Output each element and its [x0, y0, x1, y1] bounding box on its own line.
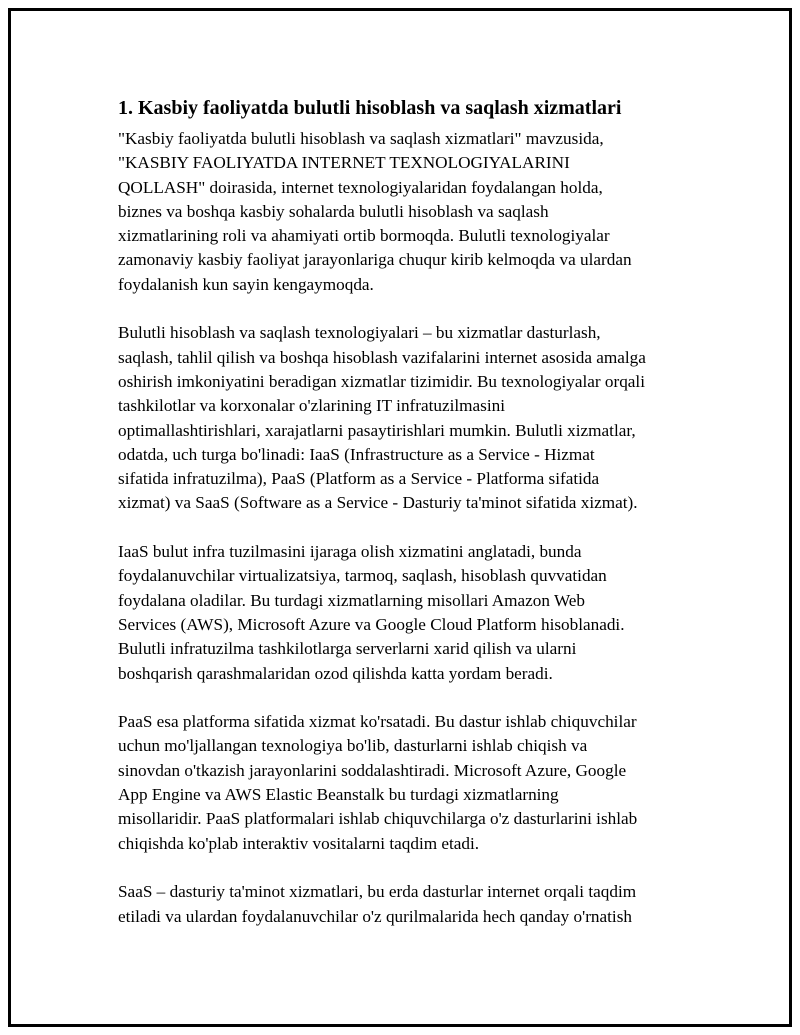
text-line: SaaS – dasturiy ta'minot xizmatlari, bu erda dasturlar internet orqali taqdim [118, 882, 637, 902]
text-line: uchun mo'ljallangan texnologiya bo'lib, dasturlarni ishlab chiqish va [118, 736, 588, 756]
text-line: foydalana oladilar. Bu turdagi xizmatlarning misollari Amazon Web [118, 590, 586, 610]
text-line: tashkilotlar va korxonalar o'zlarining IT infratuzilmasini [118, 396, 505, 416]
text-line: chiqishda ko'plab interaktiv vositalarni taqdim etadi. [118, 833, 480, 853]
text-line: App Engine va AWS Elastic Beanstalk bu turdagi xizmatlarning [118, 785, 559, 805]
text-line: Bulutli infratuzilma tashkilotlarga serverlarni xarid qilish va ularni [118, 639, 577, 659]
text-line: saqlash, tahlil qilish va boshqa hisoblash vazifalarini internet asosida amalga [118, 347, 646, 367]
text-line: oshirish imkoniyatini beradigan xizmatlar tizimidir. Bu texnologiyalar orqali [118, 371, 645, 391]
text-line: zamonaviy kasbiy faoliyat jarayonlariga chuqur kirib kelmoqda va ulardan [118, 250, 632, 270]
text-line: Bulutli hisoblash va saqlash texnologiyalari – bu xizmatlar dasturlash, [118, 323, 601, 343]
text-line: PaaS esa platforma sifatida xizmat ko'rsatadi. Bu dastur ishlab chiquvchilar [118, 712, 637, 732]
text-line: Services (AWS), Microsoft Azure va Google Cloud Platform hisoblanadi. [118, 614, 625, 634]
document-body [118, 95, 693, 953]
text-line: sinovdan o'tkazish jarayonlarini soddalashtiradi. Microsoft Azure, Google [118, 760, 627, 780]
text-line: foydalanuvchilar virtualizatsiya, tarmoq, saqlash, hisoblash quvvatidan [118, 566, 607, 586]
document-page [8, 8, 792, 1027]
text-line: etiladi va ulardan foydalanuvchilar o'z qurilmalarida hech qanday o'rnatish [118, 906, 632, 926]
text-line: xizmat) va SaaS (Software as a Service - Dasturiy ta'minot sifatida xizmat). [118, 493, 638, 513]
paragraph-paas [118, 710, 693, 856]
text-line: QOLLASH" doirasida, internet texnologiyalaridan foydalangan holda, [118, 177, 603, 197]
paragraph-intro [118, 127, 693, 297]
text-line: sifatida infratuzilma), PaaS (Platform as a Service - Platforma sifatida [118, 469, 600, 489]
paragraph-cloud-technologies [118, 321, 693, 515]
text-line: IaaS bulut infra tuzilmasini ijaraga olish xizmatini anglatadi, bunda [118, 542, 582, 562]
text-line: misollaridir. PaaS platformalari ishlab chiquvchilarga o'z dasturlarini ishlab [118, 809, 638, 829]
text-line: boshqarish qarashmalaridan ozod qilishda katta yordam beradi. [118, 663, 553, 683]
text-line: odatda, uch turga bo'linadi: IaaS (Infrastructure as a Service - Hizmat [118, 444, 595, 464]
paragraph-saas [118, 880, 693, 929]
text-line: biznes va boshqa kasbiy sohalarda bulutli hisoblash va saqlash [118, 201, 549, 221]
text-line: xizmatlarining roli va ahamiyati ortib bormoqda. Bulutli texnologiyalar [118, 226, 610, 246]
section-heading: 1. Kasbiy faoliyatda bulutli hisoblash va saqlash xizmatlari [118, 97, 622, 119]
text-line: "KASBIY FAOLIYATDA INTERNET TEXNOLOGIYALARINI [118, 153, 570, 173]
text-line: optimallashtirishlari, xarajatlarni pasaytirishlari mumkin. Bulutli xizmatlar, [118, 420, 636, 440]
text-line: "Kasbiy faoliyatda bulutli hisoblash va saqlash xizmatlari" mavzusida, [118, 129, 604, 148]
paragraph-iaas [118, 540, 693, 686]
text-line: foydalanish kun sayin kengaymoqda. [118, 274, 374, 294]
